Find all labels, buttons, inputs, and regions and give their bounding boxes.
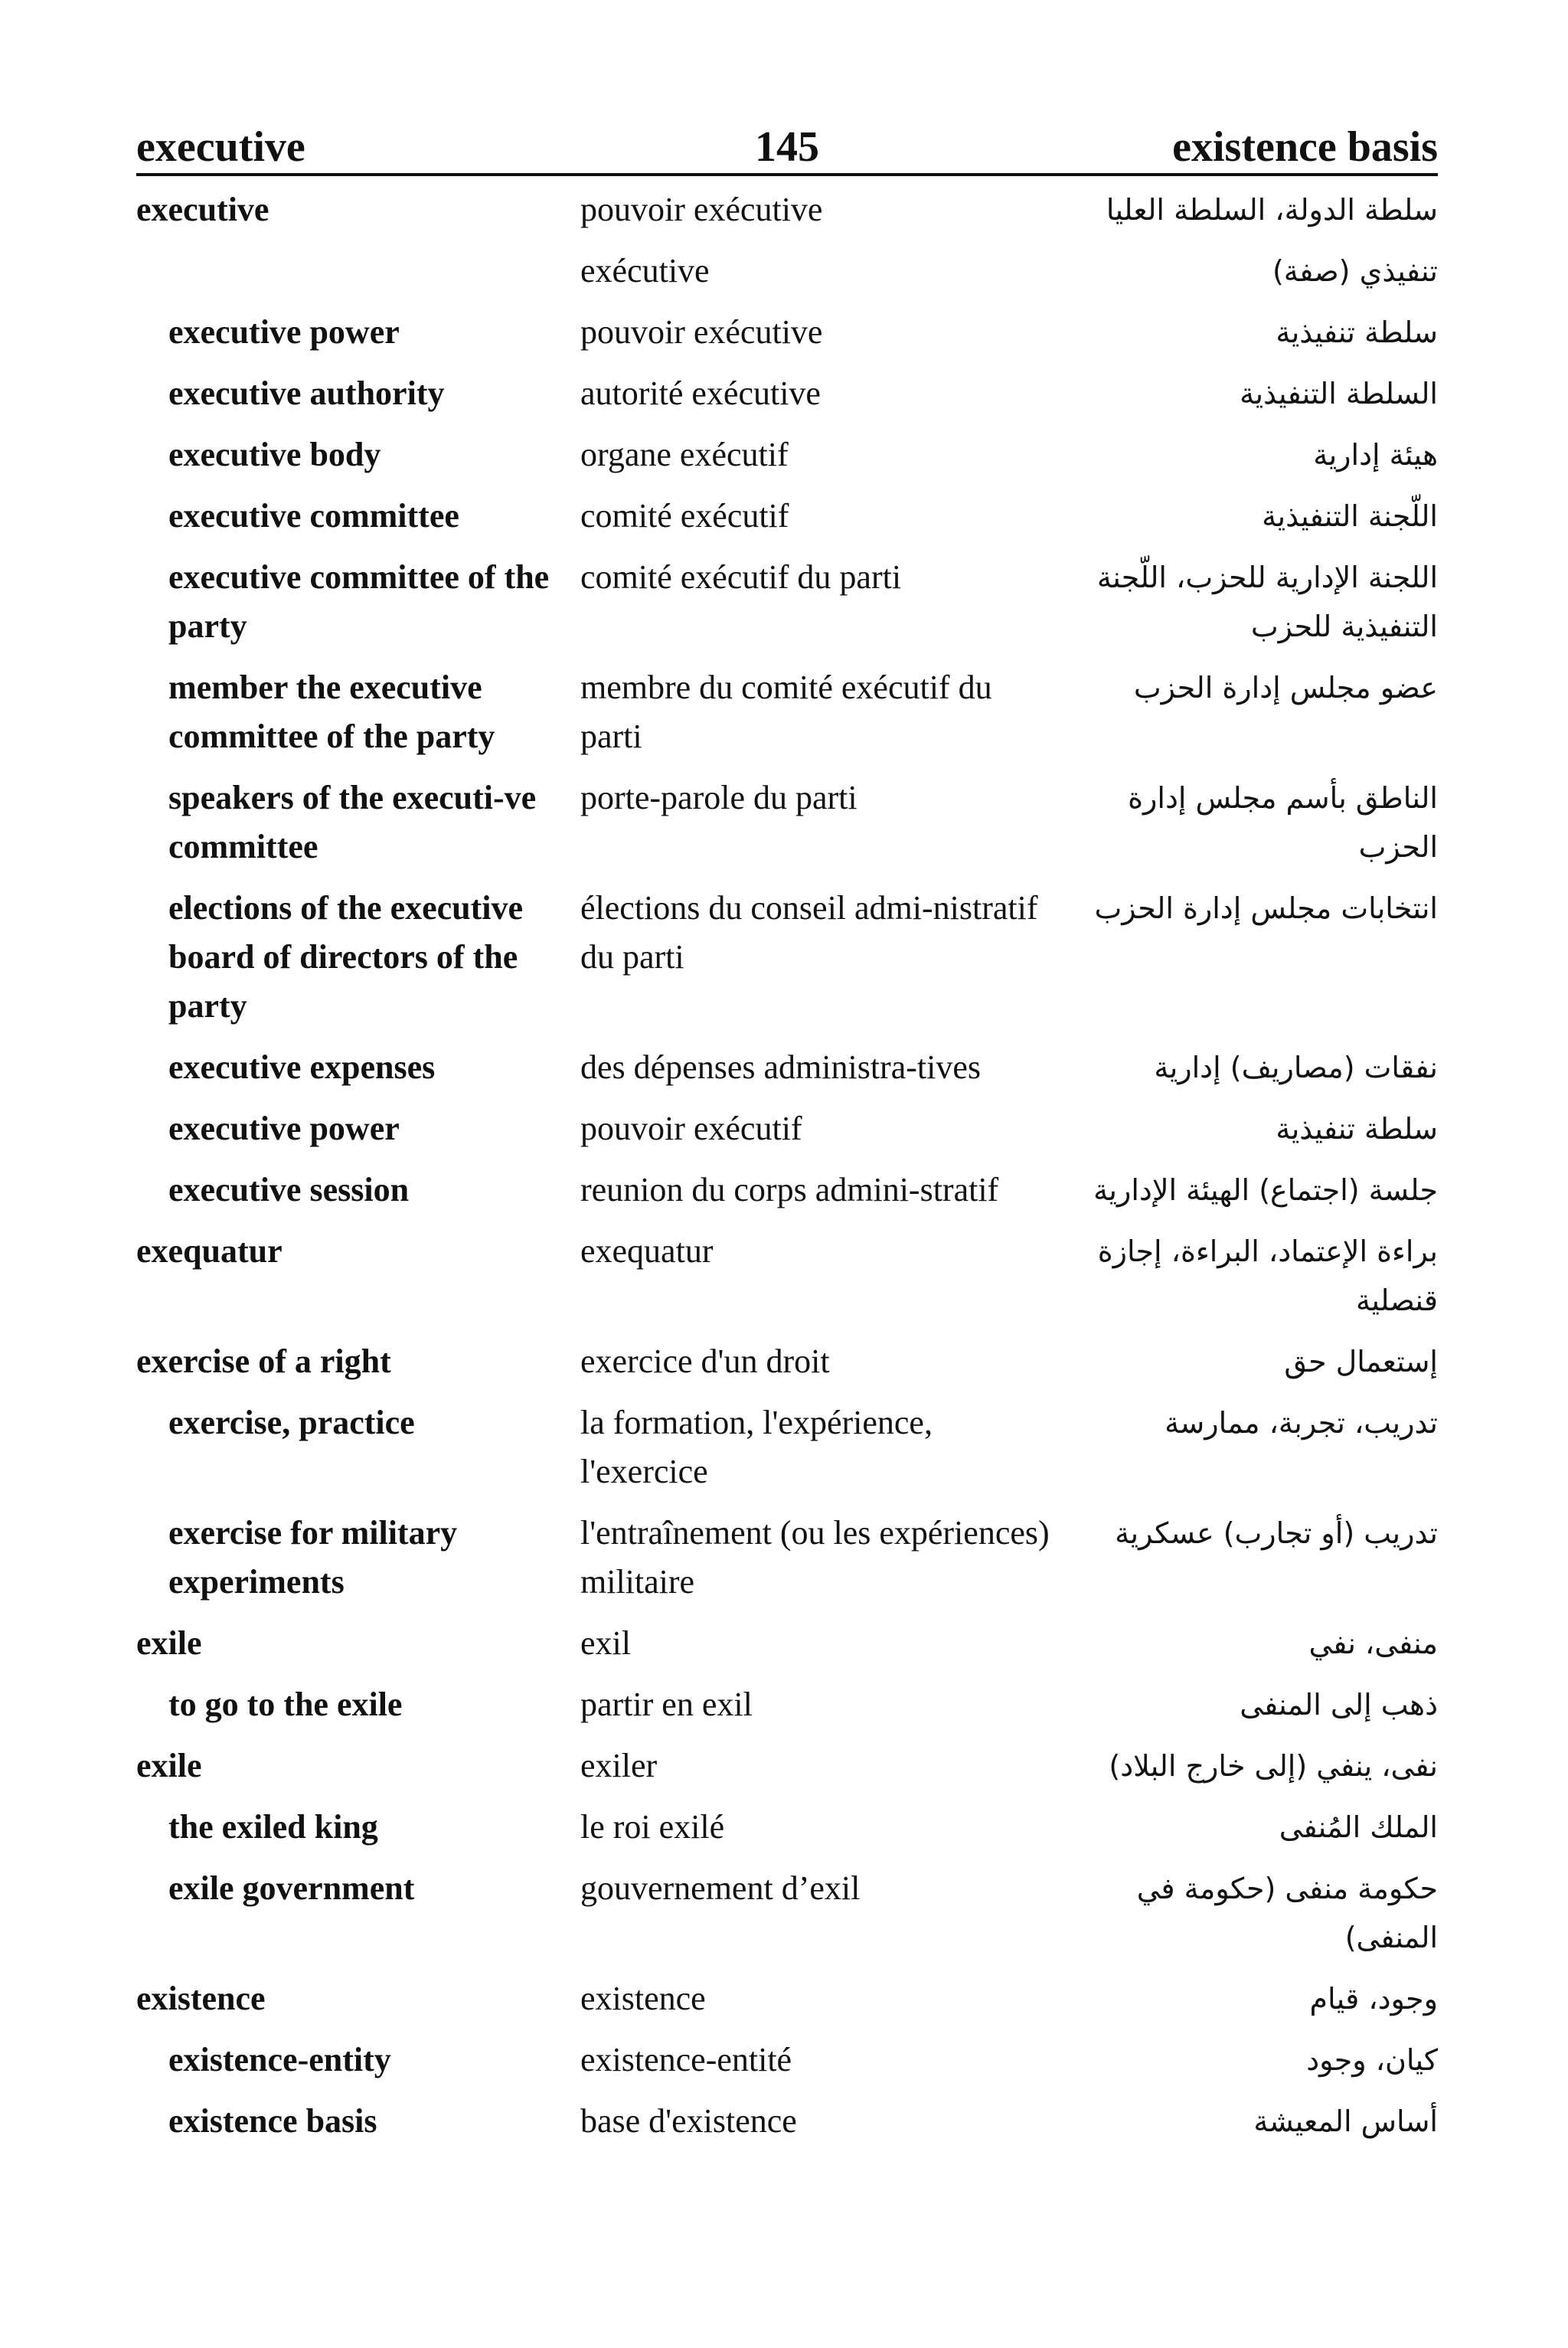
- dictionary-entry: [136, 1509, 1438, 1619]
- entry-french-translation: pouvoir exécutif: [580, 1110, 802, 1147]
- dictionary-entry: [136, 308, 1438, 369]
- entry-arabic-translation: الناطق بأسم مجلس إدارة الحزب: [1128, 781, 1438, 864]
- entry-arabic-translation: سلطة الدولة، السلطة العليا: [1106, 193, 1438, 227]
- entry-french-translation: le roi exilé: [580, 1808, 725, 1846]
- entry-english-term: executive power: [168, 1110, 400, 1147]
- entry-arabic-translation: ذهب إلى المنفى: [1240, 1688, 1438, 1722]
- entry-french-translation: la formation, l'expérience, l'exercice: [580, 1404, 933, 1490]
- entry-english-term: member the executive committee of the party: [168, 669, 495, 755]
- entry-french-translation: exequatur: [580, 1232, 714, 1270]
- dictionary-entry: [136, 553, 1438, 663]
- entry-english-term: exequatur: [136, 1232, 283, 1270]
- entry-english-term: exercise, practice: [168, 1404, 415, 1441]
- dictionary-entry: [136, 2036, 1438, 2097]
- dictionary-entry: [136, 247, 1438, 308]
- entry-arabic-translation: براءة الإعتماد، البراءة، إجازة قنصلية: [1097, 1234, 1438, 1317]
- entry-arabic-translation: تنفيذي (صفة): [1272, 254, 1438, 288]
- entry-french-translation: pouvoir exécutive: [580, 191, 823, 228]
- dictionary-entry: [136, 1864, 1438, 1974]
- entry-list: [136, 185, 1438, 2158]
- entry-english-term: executive body: [168, 436, 381, 473]
- dictionary-entry: [136, 1043, 1438, 1104]
- entry-english-term: speakers of the executi-ve committee: [168, 779, 537, 865]
- dictionary-entry: [136, 1337, 1438, 1398]
- entry-english-term: executive power: [168, 313, 400, 351]
- entry-english-term: executive committee of the party: [168, 558, 550, 645]
- dictionary-entry: [136, 884, 1438, 1043]
- dictionary-entry: [136, 1104, 1438, 1166]
- entry-english-term: existence: [136, 1980, 266, 2017]
- page-number: 145: [755, 123, 819, 171]
- dictionary-entry: [136, 1680, 1438, 1741]
- entry-french-translation: pouvoir exécutive: [580, 313, 823, 351]
- entry-arabic-translation: الملك المُنفى: [1279, 1810, 1438, 1844]
- entry-arabic-translation: هيئة إدارية: [1313, 438, 1438, 472]
- entry-french-translation: existence-entité: [580, 2041, 792, 2078]
- entry-french-translation: existence: [580, 1980, 706, 2017]
- entry-french-translation: élections du conseil admi-nistratif du parti: [580, 889, 1038, 976]
- entry-arabic-translation: وجود، قيام: [1309, 1982, 1438, 2016]
- entry-french-translation: des dépenses administra-tives: [580, 1048, 981, 1086]
- entry-english-term: executive expenses: [168, 1048, 436, 1086]
- entry-arabic-translation: سلطة تنفيذية: [1276, 316, 1438, 349]
- dictionary-entry: [136, 1619, 1438, 1680]
- entry-french-translation: autorité exécutive: [580, 374, 821, 412]
- entry-french-translation: exécutive: [580, 252, 710, 289]
- entry-english-term: existence basis: [168, 2102, 377, 2140]
- dictionary-entry: [136, 1398, 1438, 1509]
- entry-arabic-translation: جلسة (اجتماع) الهيئة الإدارية: [1093, 1173, 1438, 1207]
- dictionary-entry: [136, 2097, 1438, 2158]
- entry-english-term: executive authority: [168, 374, 445, 412]
- entry-french-translation: porte-parole du parti: [580, 779, 858, 816]
- entry-arabic-translation: تدريب، تجربة، ممارسة: [1165, 1406, 1438, 1440]
- entry-french-translation: reunion du corps admini-stratif: [580, 1171, 999, 1208]
- entry-french-translation: comité exécutif: [580, 497, 789, 535]
- entry-english-term: exile: [136, 1747, 202, 1784]
- entry-arabic-translation: اللّجنة التنفيذية: [1262, 499, 1438, 533]
- dictionary-entry: [136, 369, 1438, 430]
- entry-english-term: exile government: [168, 1869, 415, 1907]
- dictionary-entry: [136, 663, 1438, 773]
- entry-french-translation: comité exécutif du parti: [580, 558, 902, 596]
- entry-french-translation: partir en exil: [580, 1686, 753, 1723]
- entry-french-translation: membre du comité exécutif du parti: [580, 669, 992, 755]
- dictionary-entry: [136, 1227, 1438, 1337]
- entry-english-term: executive session: [168, 1171, 410, 1208]
- entry-arabic-translation: تدريب (أو تجارب) عسكرية: [1115, 1516, 1438, 1550]
- entry-arabic-translation: السلطة التنفيذية: [1240, 377, 1438, 410]
- entry-arabic-translation: كيان، وجود: [1306, 2043, 1438, 2077]
- entry-arabic-translation: منفى، نفي: [1308, 1627, 1438, 1660]
- entry-english-term: [136, 247, 580, 296]
- entry-french-translation: exercice d'un droit: [580, 1342, 830, 1380]
- dictionary-entry: [136, 1741, 1438, 1803]
- dictionary-entry: [136, 1166, 1438, 1227]
- entry-french-translation: l'entraînement (ou les expériences) militaire: [580, 1514, 1050, 1601]
- dictionary-entry: [136, 185, 1438, 247]
- guide-word-left: executive: [136, 123, 305, 171]
- entry-english-term: existence-entity: [168, 2041, 391, 2078]
- guide-word-right: existence basis: [1172, 123, 1438, 171]
- entry-english-term: exile: [136, 1624, 202, 1662]
- dictionary-entry: [136, 492, 1438, 553]
- entry-french-translation: exil: [580, 1624, 631, 1662]
- entry-english-term: exercise of a right: [136, 1342, 391, 1380]
- dictionary-entry: [136, 1803, 1438, 1864]
- entry-english-term: executive committee: [168, 497, 459, 535]
- dictionary-entry: [136, 430, 1438, 492]
- entry-arabic-translation: انتخابات مجلس إدارة الحزب: [1094, 891, 1438, 925]
- entry-english-term: elections of the executive board of directors of the party: [168, 889, 524, 1025]
- entry-french-translation: gouvernement d’exil: [580, 1869, 861, 1907]
- entry-french-translation: exiler: [580, 1747, 658, 1784]
- dictionary-page: [136, 115, 1438, 2158]
- dictionary-entry: [136, 1974, 1438, 2036]
- entry-arabic-translation: حكومة منفى (حكومة في المنفى): [1136, 1872, 1438, 1954]
- entry-arabic-translation: نفقات (مصاريف) إدارية: [1154, 1051, 1438, 1084]
- entry-arabic-translation: نفى، ينفي (إلى خارج البلاد): [1109, 1749, 1438, 1783]
- entry-english-term: the exiled king: [168, 1808, 378, 1846]
- entry-english-term: exercise for military experiments: [168, 1514, 458, 1601]
- entry-arabic-translation: أساس المعيشة: [1253, 2104, 1438, 2138]
- entry-arabic-translation: عضو مجلس إدارة الحزب: [1133, 671, 1438, 705]
- entry-arabic-translation: إستعمال حق: [1284, 1345, 1438, 1378]
- entry-arabic-translation: اللجنة الإدارية للحزب، اللّجنة التنفيذية للحزب: [1096, 561, 1438, 643]
- running-head: [136, 115, 1438, 176]
- entry-english-term: to go to the exile: [168, 1686, 403, 1723]
- entry-english-term: executive: [136, 191, 270, 228]
- dictionary-entry: [136, 773, 1438, 884]
- entry-french-translation: organe exécutif: [580, 436, 789, 473]
- entry-arabic-translation: سلطة تنفيذية: [1276, 1112, 1438, 1146]
- entry-french-translation: base d'existence: [580, 2102, 797, 2140]
